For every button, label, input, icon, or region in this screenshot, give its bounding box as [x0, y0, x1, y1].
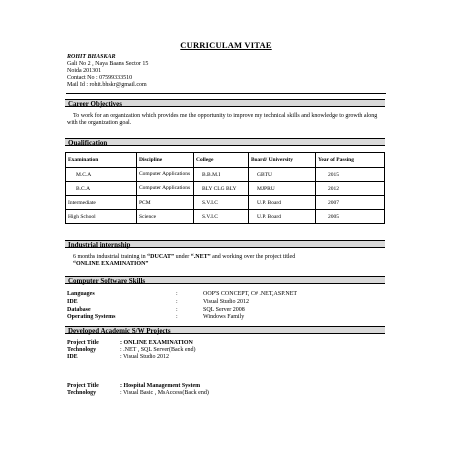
- skill-colon: :: [176, 314, 178, 320]
- project-label: Technology: [67, 347, 97, 353]
- skill-colon: :: [176, 291, 178, 297]
- section-computer-software-skills: Computer Software Skills: [65, 276, 385, 284]
- section-qualification: Qualification: [65, 138, 385, 146]
- header-college: College: [194, 153, 249, 168]
- cell-year: 2015: [316, 168, 385, 182]
- cell-board: U.P. Board: [249, 196, 316, 210]
- cell-discipline: PCM: [137, 196, 194, 210]
- skill-label: Languages: [67, 291, 95, 297]
- project-value: : Visual Studio 2012: [120, 354, 170, 360]
- document-title: CURRICULAM VITAE: [180, 40, 272, 50]
- cell-exam: Intermediate: [66, 196, 137, 210]
- skill-colon: :: [176, 299, 178, 305]
- table-row: [66, 168, 385, 182]
- cell-year: 2005: [316, 210, 385, 224]
- cell-exam: B.C.A: [66, 182, 137, 196]
- skill-value: Visual Studio 2012: [203, 299, 249, 305]
- skill-colon: :: [176, 307, 178, 313]
- section-developed-projects: Developed Academic S/W Projects: [65, 326, 385, 334]
- section-industrial-internship: Industrial internship: [65, 240, 385, 248]
- table-row: [66, 182, 385, 196]
- project-value: : .NET , SQL Server(Back end): [120, 347, 196, 353]
- cell-board: U.P. Board: [249, 210, 316, 224]
- header-board: Board/ University: [249, 153, 316, 168]
- contact-number: Contact No : 07599333510: [67, 75, 133, 81]
- header-discipline: Discipline: [137, 153, 194, 168]
- internship-company: “DUCAT”: [147, 254, 175, 260]
- table-row: [66, 196, 385, 210]
- cell-board: GBTU: [249, 168, 316, 182]
- project-label: Project Title: [67, 383, 99, 389]
- section-career-objectives: Career Objectives: [65, 99, 385, 107]
- internship-text: [67, 254, 391, 268]
- project-label: Technology: [67, 390, 97, 396]
- skill-label: Database: [67, 307, 91, 313]
- internship-mid: under: [174, 254, 191, 260]
- candidate-name: ROHIT BHASKAR: [67, 54, 116, 60]
- mail-id: Mail Id : rohit.bhskr@gmail.com: [67, 82, 147, 88]
- cell-college: B.B.M.I: [194, 168, 249, 182]
- header-year: Year of Passing: [316, 153, 385, 168]
- header-examination: Examination: [66, 153, 137, 168]
- cell-discipline: Computer Applications: [137, 168, 194, 182]
- cell-college: S.V.I.C: [194, 210, 249, 224]
- cell-discipline: Computer Applications: [137, 182, 194, 196]
- cell-discipline: Science: [137, 210, 194, 224]
- cell-year: 2007: [316, 196, 385, 210]
- cell-college: S.V.I.C: [194, 196, 249, 210]
- cell-board: MJPRU: [249, 182, 316, 196]
- skill-label: IDE: [67, 299, 78, 305]
- address-line-2: Noida 201301: [67, 68, 102, 74]
- qualification-table: [65, 152, 385, 224]
- divider: [66, 93, 386, 94]
- project-value: : Hospital Management System: [120, 383, 201, 389]
- cell-exam: High School: [66, 210, 137, 224]
- project-label: IDE: [67, 354, 78, 360]
- internship-post: and working over the project titled: [210, 254, 296, 260]
- project-value: : ONLINE EXAMINATION: [120, 340, 193, 346]
- internship-project: “ONLINE EXAMINATION”: [73, 261, 149, 267]
- skill-value: Windows Family: [203, 314, 245, 320]
- address-line-1: Gali No 2 , Naya Baans Sector 15: [67, 61, 149, 67]
- project-value: : Visual Basic , MsAccess(Back end): [120, 390, 209, 396]
- cell-year: 2012: [316, 182, 385, 196]
- career-objective-text: To work for an organization which provides me the opportunity to improve my technical skills and knowledge to growth along with the organization goal.: [67, 113, 378, 126]
- skill-value: OOP'S CONCEPT, C# .NET,ASP.NET: [203, 291, 298, 297]
- project-label: Project Title: [67, 340, 99, 346]
- cell-exam: M.C.A: [66, 168, 137, 182]
- internship-pre: 6 months industrial training in: [73, 254, 148, 260]
- table-row: [66, 210, 385, 224]
- table-header-row: [66, 153, 385, 168]
- skill-label: Operating Systems: [67, 314, 116, 320]
- internship-tech: “.NET”: [190, 254, 211, 260]
- cell-college: BLY CLG BLY: [194, 182, 249, 196]
- skill-value: SQL Server 2008: [203, 307, 245, 313]
- contact-block: [67, 54, 148, 89]
